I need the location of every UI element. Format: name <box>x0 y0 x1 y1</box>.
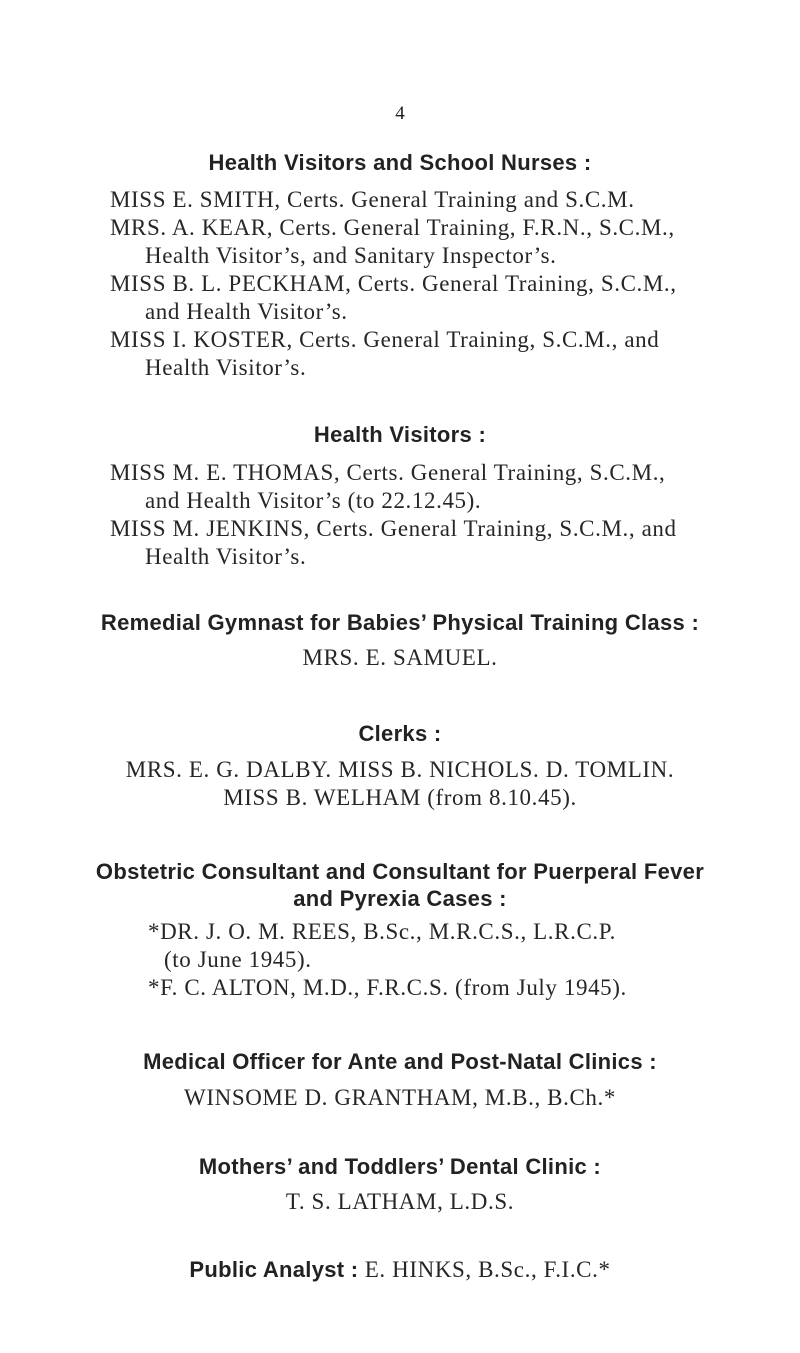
staff-line: MISS E. SMITH, Certs. General Training and S.C.M. <box>110 187 635 212</box>
staff-line: MISS I. KOSTER, Certs. General Training, S.C.M., and <box>110 327 660 352</box>
section-heading-health-visitors: Health Visitors : <box>313 422 487 447</box>
section-heading-dental-clinic: Mothers’ and Toddlers’ Dental Clinic : <box>198 1154 602 1179</box>
staff-line-continuation: and Health Visitor’s (to 22.12.45). <box>145 488 482 513</box>
page-number: 4 <box>395 103 405 124</box>
section-heading-obstetric-consultant: Obstetric Consultant and Consultant for Puerperal Fever <box>95 859 705 884</box>
staff-line: *DR. J. O. M. REES, B.Sc., M.R.C.S., L.R.C.P. <box>148 919 616 944</box>
staff-line-continuation: and Health Visitor’s. <box>145 299 348 324</box>
public-analyst-label: Public Analyst : <box>189 1257 359 1282</box>
section-heading-remedial-gymnast: Remedial Gymnast for Babies’ Physical Training Class : <box>100 610 700 635</box>
staff-line: T. S. LATHAM, L.D.S. <box>285 1189 515 1214</box>
staff-line-continuation: Health Visitor’s. <box>145 355 307 380</box>
staff-line: MISS M. JENKINS, Certs. General Training, S.C.M., and <box>110 516 677 541</box>
section-heading-medical-officer: Medical Officer for Ante and Post-Natal Clinics : <box>143 1049 657 1074</box>
staff-line: MRS. A. KEAR, Certs. General Training, F.R.N., S.C.M., <box>110 215 675 240</box>
staff-line-continuation: Health Visitor’s. <box>145 544 307 569</box>
staff-line: WINSOME D. GRANTHAM, M.B., B.Ch.* <box>184 1085 616 1110</box>
section-heading-clerks: Clerks : <box>358 721 442 746</box>
section-heading-obstetric-consultant-cont: and Pyrexia Cases : <box>293 886 507 911</box>
public-analyst-value: E. HINKS, B.Sc., F.I.C.* <box>358 1257 611 1282</box>
section-heading-health-visitors-school-nurses: Health Visitors and School Nurses : <box>208 150 592 175</box>
staff-line: MRS. E. SAMUEL. <box>302 645 498 670</box>
public-analyst-line <box>0 1256 800 1284</box>
staff-line: MRS. E. G. DALBY. MISS B. NICHOLS. D. TOMLIN. <box>125 757 675 782</box>
staff-line: MISS B. WELHAM (from 8.10.45). <box>223 785 577 810</box>
staff-line: MISS M. E. THOMAS, Certs. General Training, S.C.M., <box>110 460 666 485</box>
staff-line: *F. C. ALTON, M.D., F.R.C.S. (from July 1945). <box>148 975 627 1000</box>
staff-line: MISS B. L. PECKHAM, Certs. General Training, S.C.M., <box>110 271 677 296</box>
staff-line-continuation: Health Visitor’s, and Sanitary Inspector’s. <box>145 243 557 268</box>
staff-line-continuation: (to June 1945). <box>164 947 312 972</box>
